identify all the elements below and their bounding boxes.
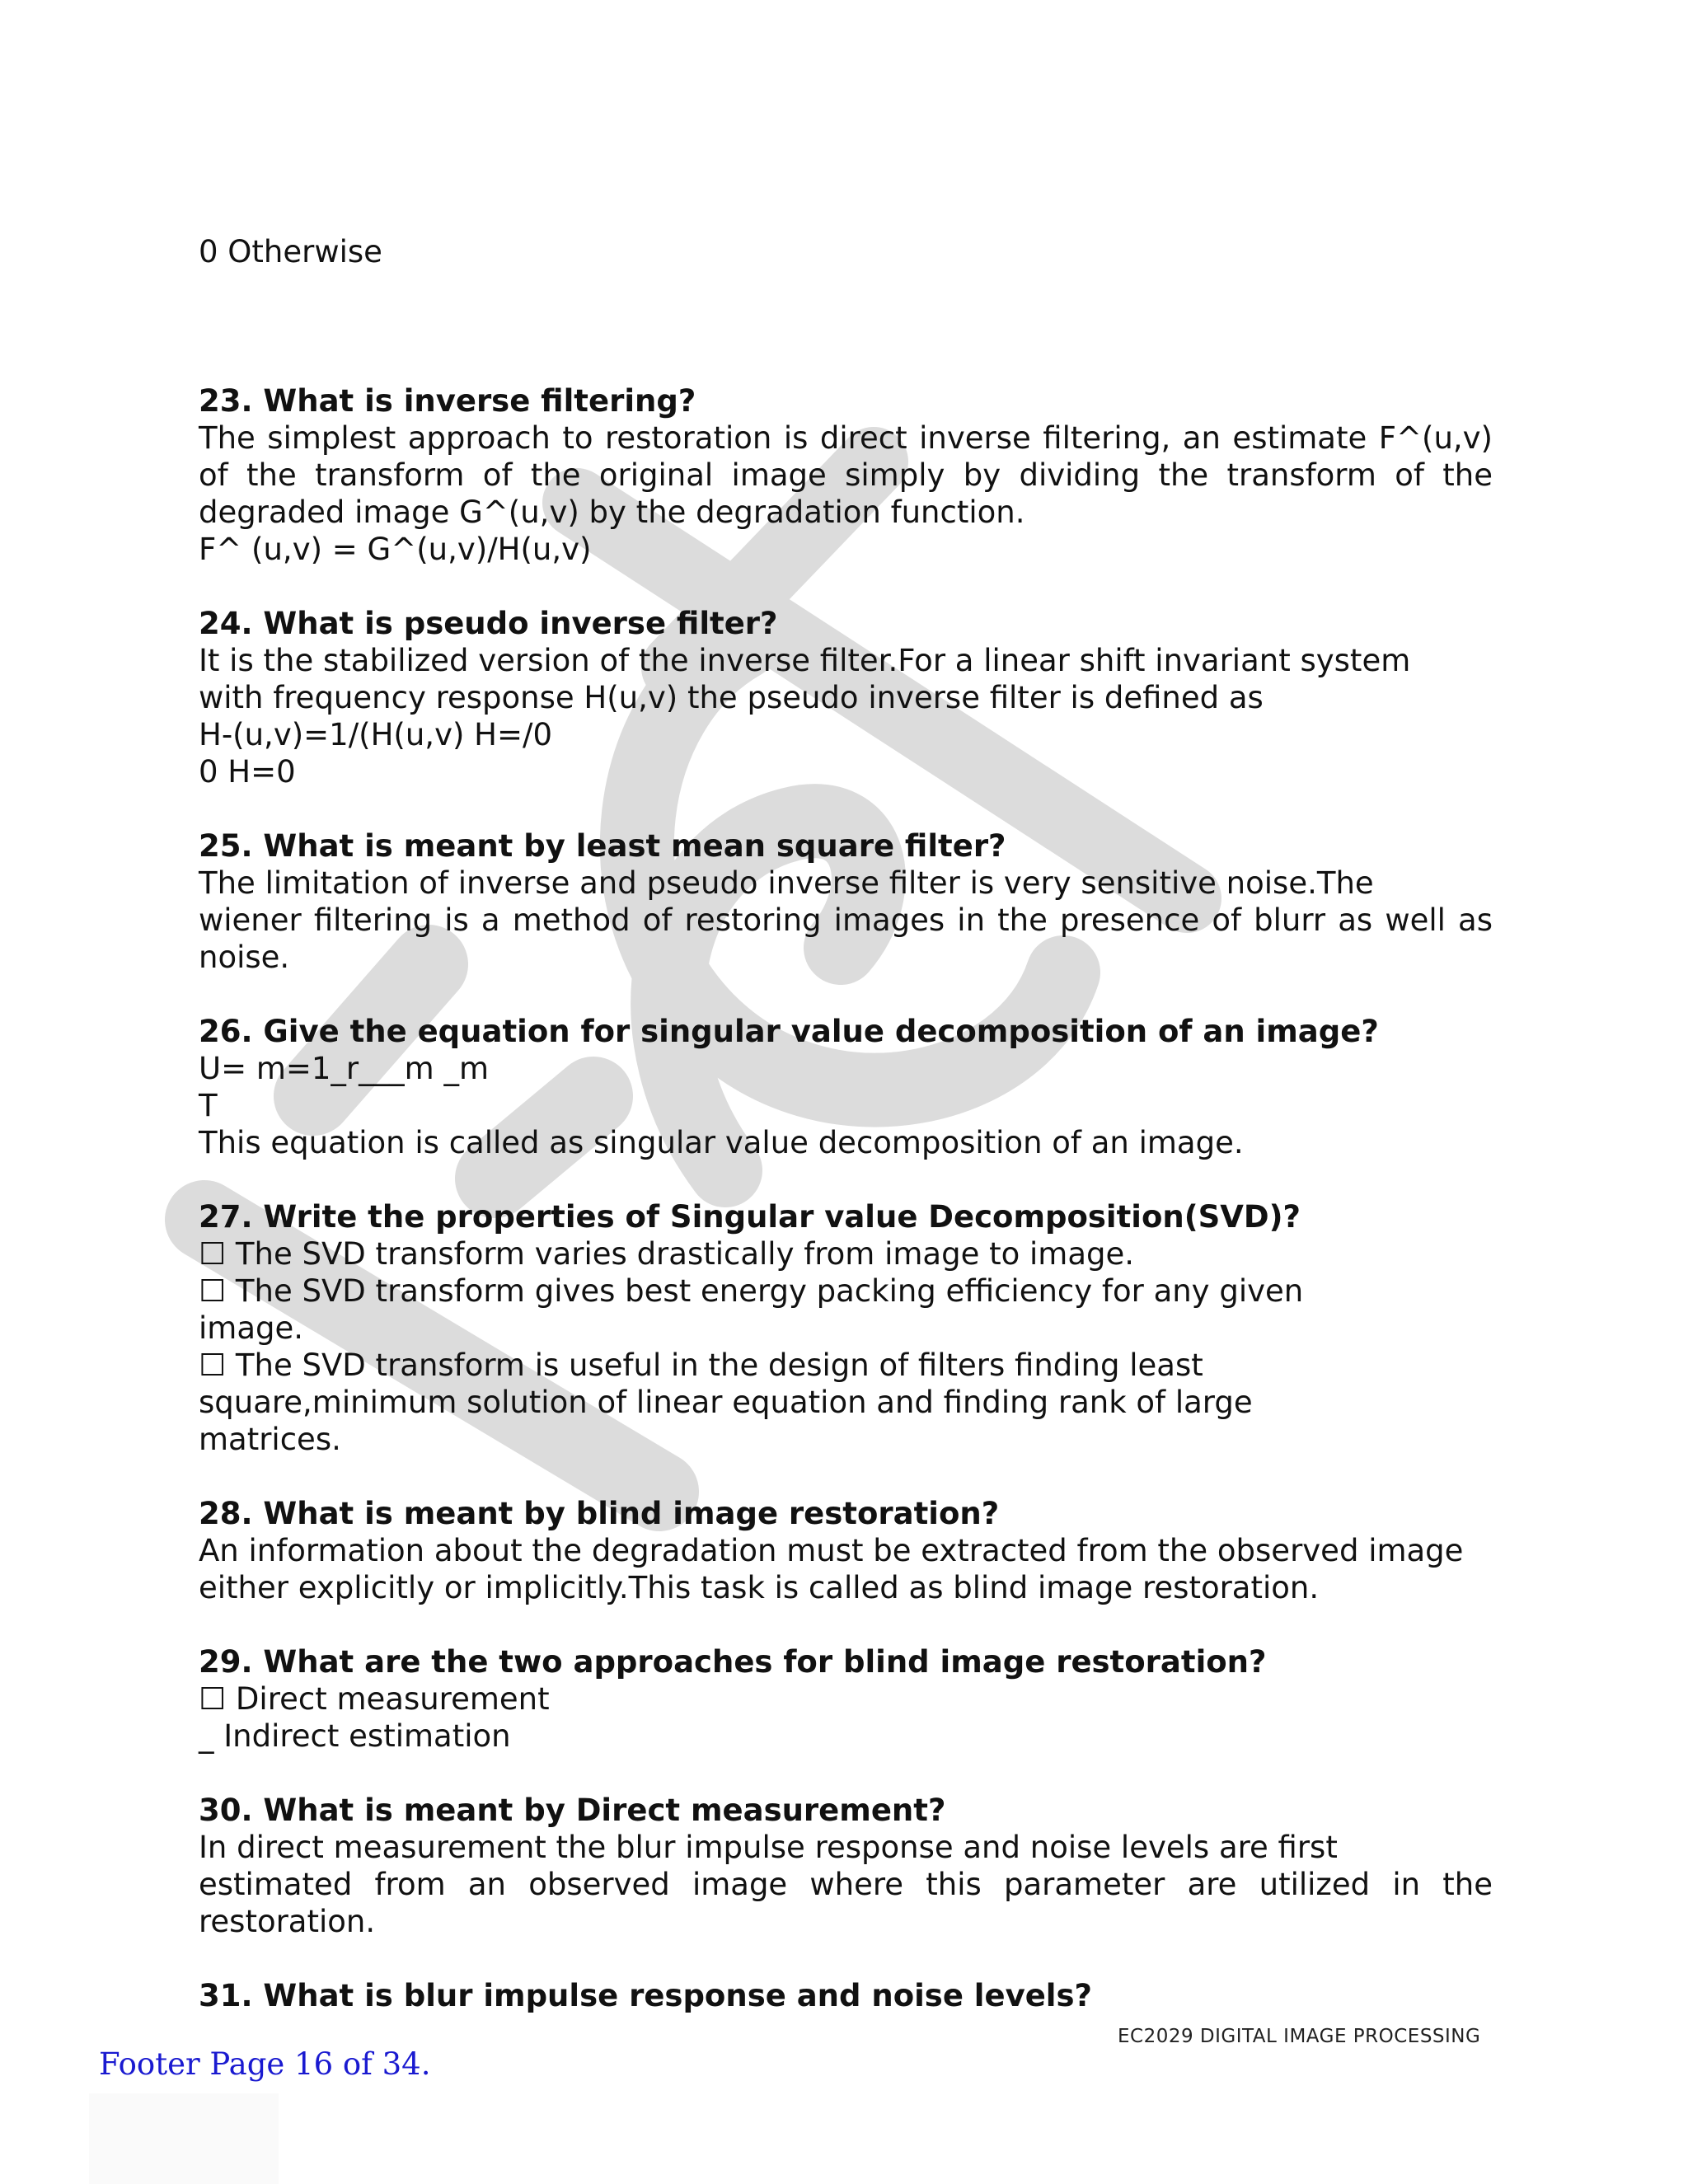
question-block-29	[199, 1643, 1493, 1755]
answer-line: 0 H=0	[199, 754, 296, 790]
answer-line: ☐ The SVD transform varies drastically from image to image.	[199, 1236, 1135, 1272]
question-block-24	[199, 605, 1493, 790]
answer-line: restoration.	[199, 1904, 376, 1939]
corner-shade	[89, 2093, 279, 2184]
question-heading: 31. What is blur impulse response and noise levels?	[199, 1978, 1092, 2013]
answer-line: either explicitly or implicitly.This task is called as blind image restoration.	[199, 1570, 1320, 1605]
answer-line: T	[199, 1088, 218, 1123]
answer-line: An information about the degradation must be extracted from the observed image	[199, 1533, 1464, 1568]
page-number-footer: Footer Page 16 of 34.	[99, 2046, 431, 2082]
question-block-23	[199, 382, 1493, 568]
answer-line: ☐ The SVD transform is useful in the design of filters finding least	[199, 1347, 1203, 1383]
answer-line: In direct measurement the blur impulse response and noise levels are first	[199, 1830, 1338, 1865]
answer-line: F^ (u,v) = G^(u,v)/H(u,v)	[199, 532, 592, 567]
answer-line: image.	[199, 1310, 304, 1346]
continuation-line: 0 Otherwise	[199, 234, 382, 269]
question-block-31	[199, 1977, 1493, 2014]
answer-line: square,minimum solution of linear equation and finding rank of large	[199, 1385, 1253, 1420]
question-heading: 26. Give the equation for singular value decomposition of an image?	[199, 1014, 1379, 1049]
answer-line: This equation is called as singular value decomposition of an image.	[199, 1125, 1244, 1160]
answer-line: degraded image G^(u,v) by the degradation function.	[199, 494, 1025, 530]
answer-line: The simplest approach to restoration is direct inverse filtering, an estimate F^(u,v)	[199, 420, 1493, 456]
answer-line: noise.	[199, 940, 290, 975]
document-body	[199, 233, 1493, 2051]
question-block-26	[199, 1013, 1493, 1161]
question-heading: 27. Write the properties of Singular value Decomposition(SVD)?	[199, 1199, 1301, 1235]
answer-line: of the transform of the original image simply by dividing the transform of the	[199, 457, 1493, 493]
question-heading: 25. What is meant by least mean square filter?	[199, 828, 1006, 864]
question-block-25	[199, 827, 1493, 976]
answer-line: _ Indirect estimation	[199, 1718, 511, 1754]
question-heading: 29. What are the two approaches for blind image restoration?	[199, 1644, 1267, 1680]
answer-line: ☐ The SVD transform gives best energy packing efficiency for any given	[199, 1273, 1304, 1309]
answer-line: with frequency response H(u,v) the pseudo inverse filter is defined as	[199, 680, 1264, 715]
answer-line: H-(u,v)=1/(H(u,v) H=/0	[199, 717, 552, 752]
course-footer: EC2029 DIGITAL IMAGE PROCESSING	[1118, 2026, 1481, 2047]
answer-line: The limitation of inverse and pseudo inverse filter is very sensitive noise.The	[199, 865, 1374, 901]
question-block-27	[199, 1198, 1493, 1458]
answer-line: estimated from an observed image where this parameter are utilized in the	[199, 1867, 1493, 1902]
answer-line: It is the stabilized version of the inverse filter.For a linear shift invariant system	[199, 643, 1411, 678]
answer-line: wiener filtering is a method of restoring images in the presence of blurr as well as	[199, 902, 1493, 938]
question-heading: 30. What is meant by Direct measurement?	[199, 1793, 946, 1828]
question-heading: 28. What is meant by blind image restoration?	[199, 1496, 1000, 1531]
answer-line: matrices.	[199, 1422, 341, 1457]
answer-line: U= m=1_r___m _m	[199, 1051, 489, 1086]
answer-line: ☐ Direct measurement	[199, 1681, 550, 1717]
question-block-30	[199, 1792, 1493, 1940]
question-heading: 24. What is pseudo inverse filter?	[199, 606, 778, 641]
question-block-28	[199, 1495, 1493, 1606]
question-heading: 23. What is inverse filtering?	[199, 383, 696, 419]
